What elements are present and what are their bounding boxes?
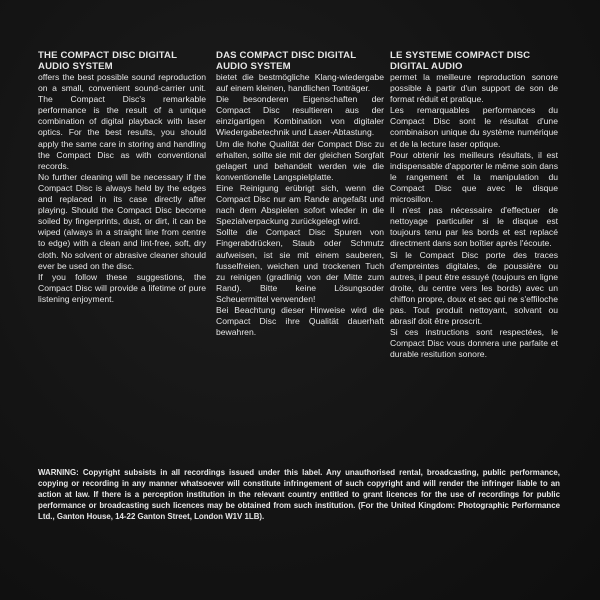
english-paragraph: If you follow these suggestions, the Compact Disc will provide a lifetime of pure listening enjoyment. [38,271,206,304]
copyright-warning [38,468,560,523]
german-heading: DAS COMPACT DISC DIGITAL AUDIO SYSTEM [216,50,357,72]
german-column [216,50,384,338]
french-column [390,50,558,360]
german-paragraph: Bei Beachtung dieser Hinweise wird die Compact Disc ihre Qualität dauerhaft bewahren. [216,304,384,338]
german-paragraph: Die besonderen Eigenschaften der Compact Disc resultieren aus der einzigartigen Kombination von digitaler Wiedergabetechnik und Laser-Abtastung. [216,94,384,138]
german-paragraph: Sollte die Compact Disc Spuren von Fingerabdrücken, Staub oder Schmutz aufweisen, ist sie mit einem sauberen, fusselfreien, weichen und trockenen Tuch zu reinigen (gradlinig von der Mitte zum Rand). Bitte keine Lösungsoder Scheuermittel verwenden! [216,227,384,304]
english-heading: THE COMPACT DISC DIGITAL AUDIO SYSTEM [38,50,177,72]
german-paragraph: bietet die bestmögliche Klang-wiedergabe auf einem kleinen, handlichen Tonträger. [216,72,384,94]
french-paragraph: Il n'est pas nécessaire d'effectuer de nettoyage particulier si le disque est toujours tenu par les bords et est replacé directment dans son boîtier après l'écoute. [390,205,558,249]
warning-label: WARNING: [38,468,79,477]
warning-text: Copyright subsists in all recordings issued under this label. Any unauthorised rental, broadcasting, public performance, copying or recording in any manner whatsoever will constitute infringement of such copyright and will render the infringer liable to an action at law. If there is a perception institution in the relevant country entitled to grant licences for the use of recordings for public performance or broadcasting such licences may be obtained from such institution. (For the United Kingdom: Photographic Performance Ltd., Ganton House, 14-22 Ganton Street, London W1V 1LB). [38,468,560,521]
german-paragraph: Eine Reinigung erübrigt sich, wenn die Compact Disc nur am Rande angefaßt und nach dem Abspielen sofort wieder in die Spezialverpackung zurückgelegt wird. [216,182,384,227]
english-column [38,50,206,305]
french-paragraph: Si le Compact Disc porte des traces d'empreintes digitales, de poussière ou autres, il peut être essuyé (toujours en ligne droite, du centre vers les bords) avec un chiffon propre, doux et sec qui ne s'effiloche pas. Tout produit nettoyant, solvant ou abrasif doit être proscrit. [390,249,558,327]
french-paragraph: Les remarquables performances du Compact Disc sont le résultat d'une combinaison unique du système numérique et de la lecture laser optique. [390,105,558,149]
german-paragraph: Um die hohe Qualität der Compact Disc zu erhalten, sollte sie mit der gleichen Sorgfalt gelagert und behandelt werden wie die konventionelle Langspielplatte. [216,138,384,182]
english-paragraph: No further cleaning will be necessary if the Compact Disc is always held by the edges and replaced in its case directly after playing. Should the Compact Disc become soiled by fingerprints, dust, or dirt, it can be wiped (always in a straight line from centre to edge) with a clean and lint-free, soft, dry cloth. No solvent or abrasive cleaner should ever be used on the disc. [38,171,206,271]
french-heading: LE SYSTEME COMPACT DISC DIGITAL AUDIO [390,50,531,72]
french-paragraph: Pour obtenir les meilleurs résultats, il est indispensable d'apporter le même soin dans le rangement et la manipulation du Compact Disc que avec le disque microsillon. [390,149,558,205]
french-paragraph: permet la meilleure reproduction sonore possible à partir d'un support de son de format réduit et pratique. [390,72,558,105]
french-paragraph: Si ces instructions sont respectées, le Compact Disc vous donnera une parfaite et durable resitution sonore. [390,327,558,360]
english-paragraph: offers the best possible sound reproduction on a small, convenient sound-carrier unit. The Compact Disc's remarkable performance is the result of a unique combination of digital playback with laser optics. For the best results, you should apply the same care in storing and handling the Compact Disc as with conventional records. [38,72,206,171]
